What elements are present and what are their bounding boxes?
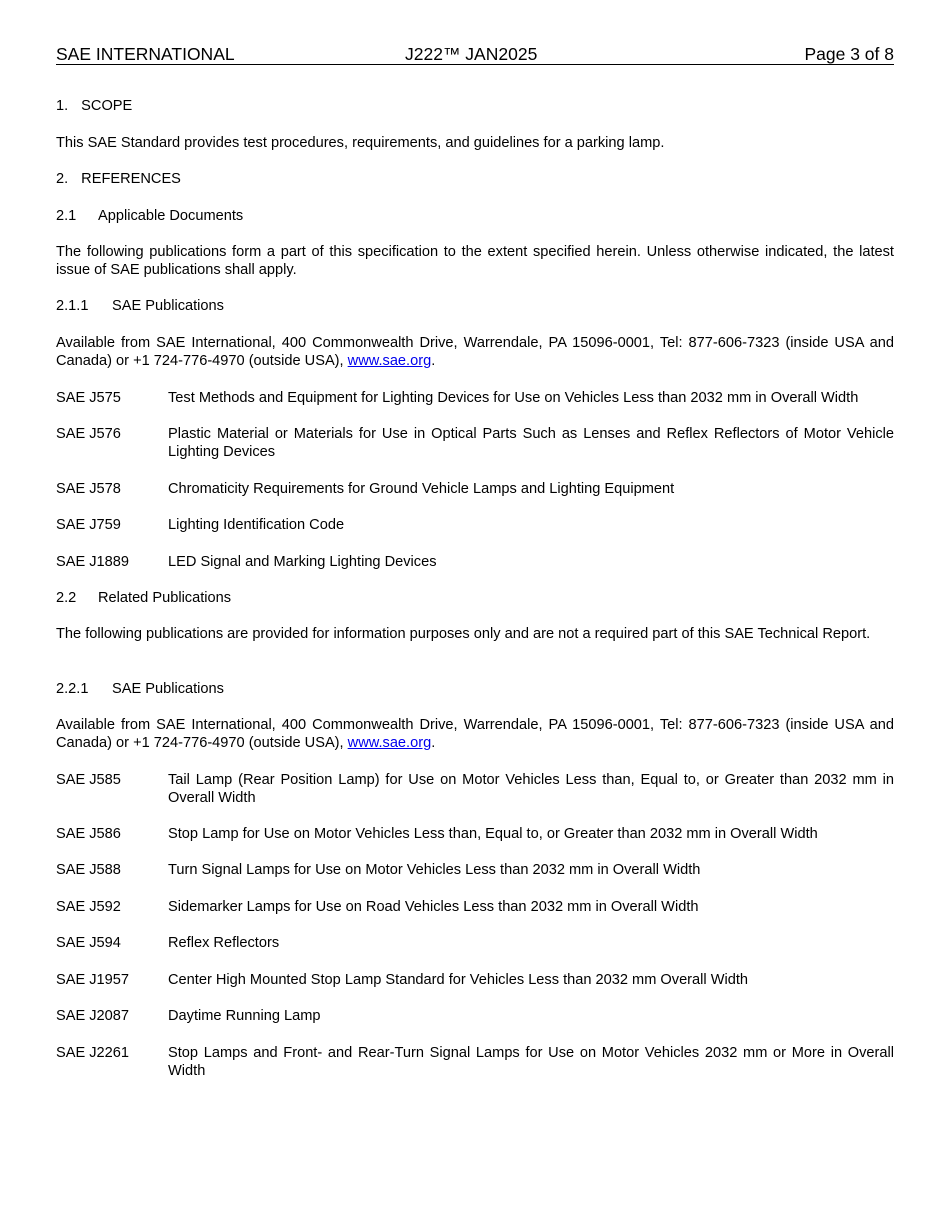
scope-paragraph: This SAE Standard provides test procedures, requirements, and guidelines for a parking lamp. [56, 135, 665, 151]
reference-item [56, 516, 894, 534]
reference-item [56, 825, 894, 843]
reference-code: SAE J594 [56, 935, 121, 951]
section-title: SAE Publications [112, 298, 224, 314]
header-page-number: Page 3 of 8 [804, 44, 894, 64]
reference-item [56, 425, 894, 461]
section-title: SAE Publications [112, 681, 224, 697]
reference-item [56, 389, 894, 407]
section-title: SCOPE [81, 98, 133, 114]
reference-item [56, 1007, 894, 1025]
reference-title: Sidemarker Lamps for Use on Road Vehicles Less than 2032 mm in Overall Width [168, 899, 699, 915]
reference-item [56, 898, 894, 916]
section-2-1-1-heading [56, 297, 894, 315]
sae-website-link[interactable]: www.sae.org [347, 353, 432, 369]
reference-title: Turn Signal Lamps for Use on Motor Vehicles Less than 2032 mm in Overall Width [168, 862, 701, 878]
reference-code: SAE J575 [56, 390, 121, 406]
section-number: 2.2.1 [56, 681, 89, 697]
reference-code: SAE J588 [56, 862, 121, 878]
reference-code: SAE J586 [56, 826, 121, 842]
reference-title: LED Signal and Marking Lighting Devices [168, 554, 437, 570]
availability-text: Available from SAE International, 400 Commonwealth Drive, Warrendale, PA 15096-0001, Tel: 877-606-7323 (inside USA and Canada) or +1 724-776-4970 (outside USA), [56, 335, 894, 369]
reference-code: SAE J759 [56, 517, 121, 533]
reference-code: SAE J578 [56, 481, 121, 497]
section-number: 2.1 [56, 208, 77, 224]
reference-title: Test Methods and Equipment for Lighting Devices for Use on Vehicles Less than 2032 mm in Overall Width [168, 390, 859, 406]
reference-title: Stop Lamps and Front- and Rear-Turn Signal Lamps for Use on Motor Vehicles 2032 mm or More in Overall Width [168, 1045, 894, 1079]
reference-item [56, 771, 894, 807]
reference-title: Chromaticity Requirements for Ground Vehicle Lamps and Lighting Equipment [168, 481, 675, 497]
reference-item [56, 553, 894, 571]
section-title: REFERENCES [81, 171, 181, 187]
reference-title: Stop Lamp for Use on Motor Vehicles Less than, Equal to, or Greater than 2032 mm in Overall Width [168, 826, 818, 842]
applicable-documents-paragraph: The following publications form a part of this specification to the extent specified herein. Unless otherwise indicated, the latest issue of SAE publications shall apply. [56, 244, 894, 278]
reference-code: SAE J576 [56, 426, 121, 442]
section-2-2-heading [56, 589, 894, 607]
reference-title: Reflex Reflectors [168, 935, 280, 951]
section-title: Related Publications [98, 590, 232, 606]
header-doc-number: J222™ JAN2025 [405, 44, 538, 64]
section-2-2-1-heading [56, 680, 894, 698]
reference-title: Lighting Identification Code [168, 517, 345, 533]
reference-code: SAE J1889 [56, 554, 130, 570]
section-number: 2.1.1 [56, 298, 89, 314]
reference-code: SAE J2087 [56, 1008, 130, 1024]
reference-title: Tail Lamp (Rear Position Lamp) for Use on Motor Vehicles Less than, Equal to, or Greater than 2032 mm in Overall Width [168, 772, 894, 806]
page-header [56, 44, 894, 65]
reference-title: Daytime Running Lamp [168, 1008, 321, 1024]
reference-title: Plastic Material or Materials for Use in Optical Parts Such as Lenses and Reflex Reflectors of Motor Vehicle Lighting Devices [168, 426, 894, 460]
related-publications-paragraph: The following publications are provided for information purposes only and are not a required part of this SAE Technical Report. [56, 626, 871, 642]
reference-code: SAE J2261 [56, 1045, 130, 1061]
section-number: 2.2 [56, 590, 77, 606]
reference-title: Center High Mounted Stop Lamp Standard for Vehicles Less than 2032 mm Overall Width [168, 972, 749, 988]
section-1-heading [56, 97, 894, 115]
section-2-1-heading [56, 207, 894, 225]
reference-item [56, 1044, 894, 1080]
reference-code: SAE J592 [56, 899, 121, 915]
section-number: 2. [56, 171, 69, 187]
section-2-heading [56, 170, 894, 188]
header-org: SAE INTERNATIONAL [56, 44, 235, 64]
section-title: Applicable Documents [98, 208, 244, 224]
reference-item [56, 934, 894, 952]
reference-item [56, 971, 894, 989]
section-number: 1. [56, 98, 69, 114]
reference-item [56, 861, 894, 879]
availability-paragraph: Available from SAE International, 400 Commonwealth Drive, Warrendale, PA 15096-0001, Tel: 877-606-7323 (inside USA and Canada) or +1 724-776-4970 (outside USA), www.sae.org. [56, 717, 894, 751]
availability-paragraph: Available from SAE International, 400 Commonwealth Drive, Warrendale, PA 15096-0001, Tel: 877-606-7323 (inside USA and Canada) or +1 724-776-4970 (outside USA), www.sae.org. [56, 335, 894, 369]
reference-item [56, 480, 894, 498]
reference-code: SAE J1957 [56, 972, 130, 988]
sae-website-link[interactable]: www.sae.org [347, 735, 432, 751]
availability-text: Available from SAE International, 400 Commonwealth Drive, Warrendale, PA 15096-0001, Tel: 877-606-7323 (inside USA and Canada) or +1 724-776-4970 (outside USA), [56, 717, 894, 751]
reference-code: SAE J585 [56, 772, 121, 788]
